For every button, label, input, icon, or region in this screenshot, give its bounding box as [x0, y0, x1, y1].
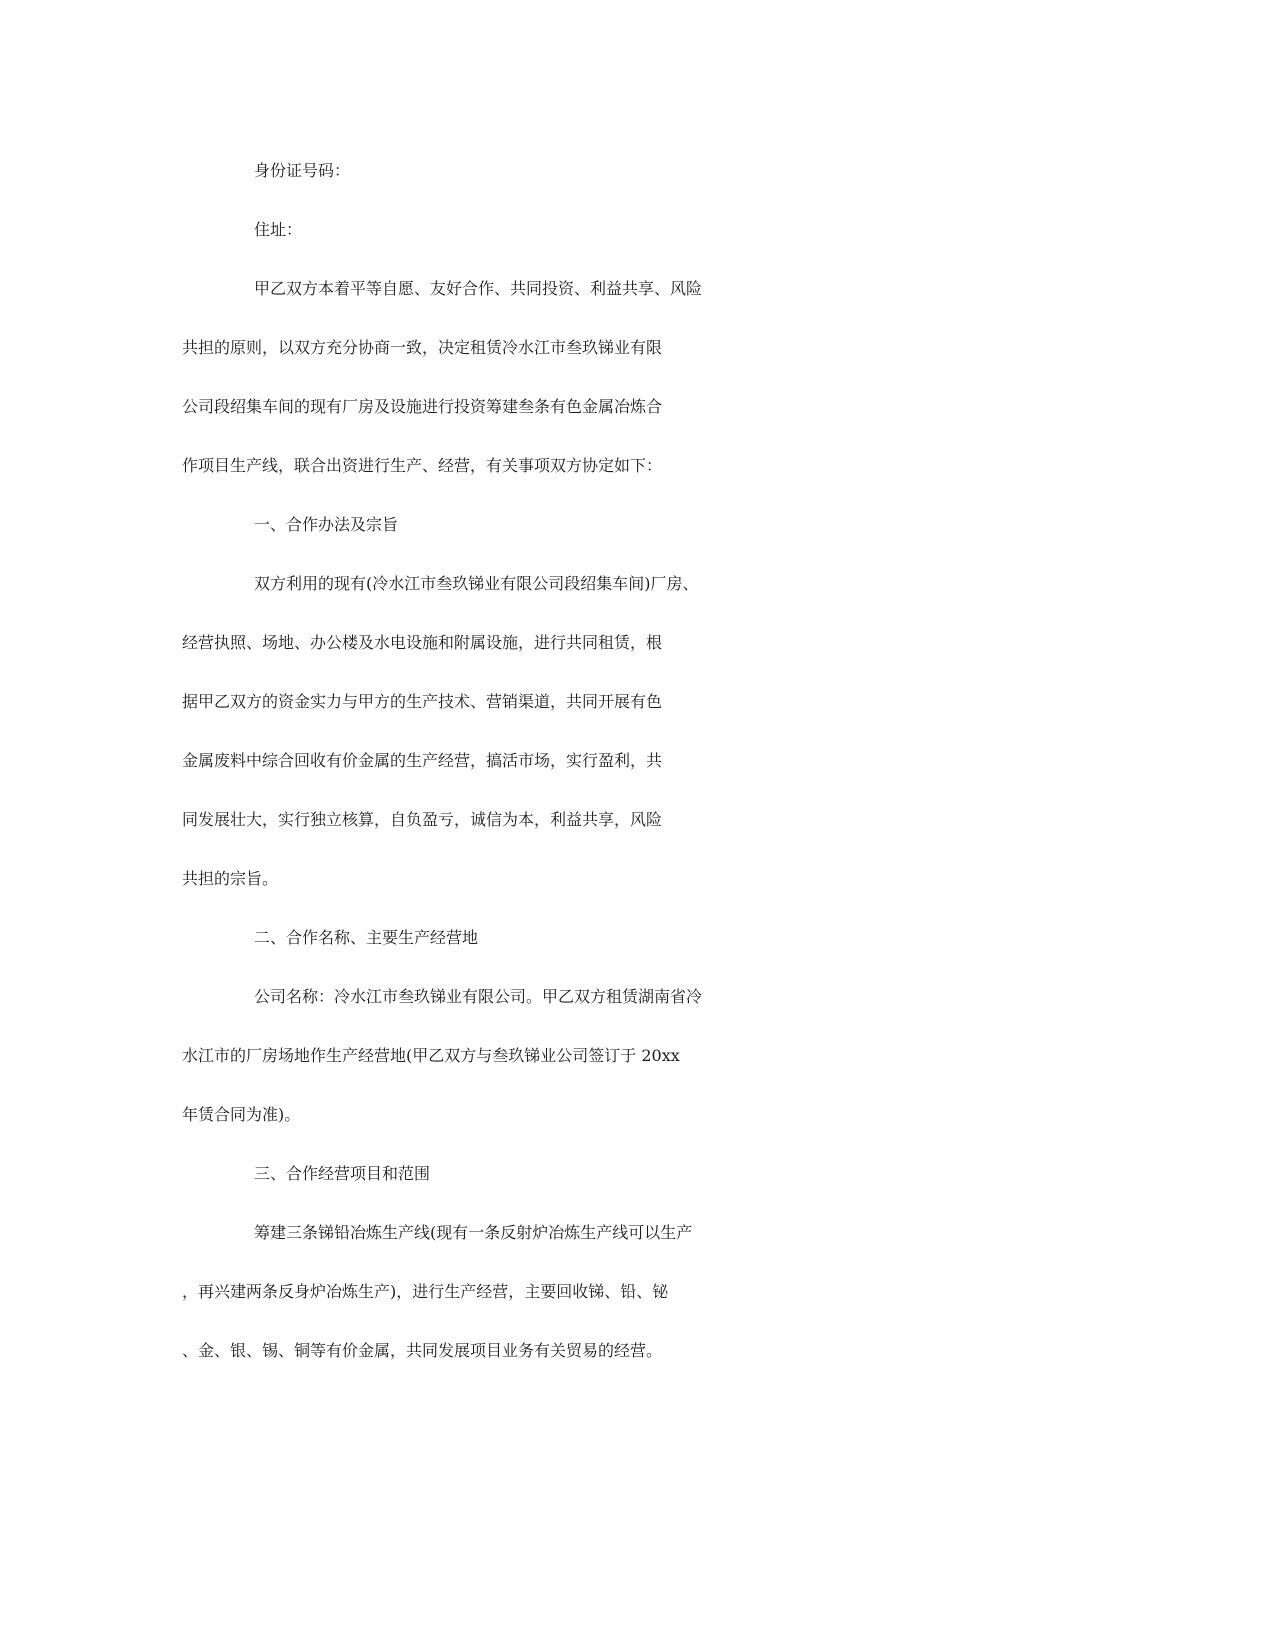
- paragraph-line: 、金、银、锡、铜等有价金属，共同发展项目业务有关贸易的经营。: [182, 1341, 663, 1360]
- paragraph-line: 筹建三条锑铅冶炼生产线(现有一条反射炉冶炼生产线可以生产: [254, 1223, 693, 1242]
- section-heading: 二、合作名称、主要生产经营地: [254, 928, 479, 947]
- paragraph-line: 水江市的厂房场地作生产经营地(甲乙双方与叁玖锑业公司签订于 20xx: [182, 1046, 680, 1065]
- paragraph-line: ，再兴建两条反身炉冶炼生产)，进行生产经营，主要回收锑、铅、铋: [182, 1282, 669, 1301]
- paragraph-line: 共担的宗旨。: [182, 869, 279, 888]
- paragraph-line: 同发展壮大，实行独立核算，自负盈亏，诚信为本，利益共享，风险: [182, 810, 663, 829]
- id-number-label: 身份证号码：: [254, 161, 351, 180]
- section-heading: 三、合作经营项目和范围: [254, 1164, 431, 1183]
- paragraph-line: 金属废料中综合回收有价金属的生产经营，搞活市场，实行盈利，共: [182, 751, 663, 770]
- document-body: [182, 158, 1032, 1397]
- paragraph-line: 共担的原则，以双方充分协商一致，决定租赁冷水江市叁玖锑业有限: [182, 338, 663, 357]
- paragraph-line: 公司名称：冷水江市叁玖锑业有限公司。甲乙双方租赁湖南省冷: [254, 987, 703, 1006]
- section-heading: 一、合作办法及宗旨: [254, 515, 399, 534]
- paragraph-line: 双方利用的现有(冷水江市叁玖锑业有限公司段绍集车间)厂房、: [254, 574, 699, 593]
- section-business-scope: [182, 1161, 1032, 1397]
- paragraph-line: 作项目生产线，联合出资进行生产、经营，有关事项双方协定如下：: [182, 456, 663, 475]
- section-cooperation-name: [182, 925, 1032, 1161]
- paragraph-line: 年赁合同为准)。: [182, 1105, 301, 1124]
- paragraph-line: 据甲乙双方的资金实力与甲方的生产技术、营销渠道，共同开展有色: [182, 692, 663, 711]
- paragraph-line: 甲乙双方本着平等自愿、友好合作、共同投资、利益共享、风险: [254, 279, 703, 298]
- paragraph-line: 公司段绍集车间的现有厂房及设施进行投资筹建叁条有色金属冶炼合: [182, 397, 663, 416]
- section-cooperation-method: [182, 512, 1032, 925]
- intro-paragraph: [182, 276, 1032, 512]
- address-label: 住址：: [254, 220, 303, 239]
- paragraph-line: 经营执照、场地、办公楼及水电设施和附属设施，进行共同租赁，根: [182, 633, 663, 652]
